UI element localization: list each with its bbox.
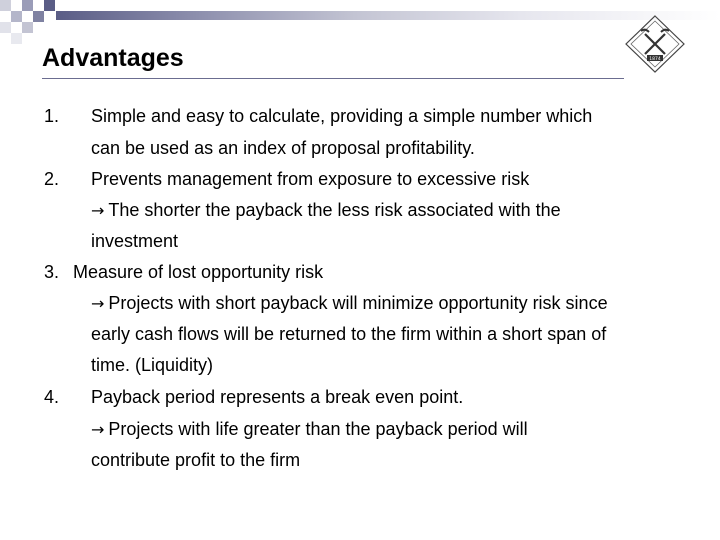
list-item-number: 2. [44,169,60,189]
page-title: Advantages [42,44,184,72]
corner-squares-decoration [0,0,70,44]
arrow-right-icon: → [91,294,105,313]
header-gradient-bar [56,11,720,20]
sub-point-text: Projects with life greater than the payback period will [108,419,528,439]
list-item-text: Prevents management from exposure to excessive risk [91,169,530,189]
sub-point-text: contribute profit to the firm [91,450,301,470]
sub-point-text: early cash flows will be returned to the firm within a short span of [91,324,607,344]
sub-point-line [91,418,528,441]
arrow-right-icon: → [91,420,105,439]
title-underline-divider [42,78,624,79]
sub-point-text: The shorter the payback the less risk associated with the [108,200,561,220]
arrow-right-icon: → [91,201,105,220]
list-item-text: Simple and easy to calculate, providing a simple number which [91,106,593,126]
sub-point-text: time. (Liquidity) [91,355,214,375]
institution-seal-logo [622,14,688,74]
seal-year-text: 1874 [649,57,661,62]
list-item-number: 3. [44,262,60,282]
list-item-text: Measure of lost opportunity risk [73,262,324,282]
list-item-text: Payback period represents a break even point. [91,387,464,407]
sub-point-text: investment [91,231,179,251]
list-item-text: can be used as an index of proposal profitability. [91,138,475,158]
sub-point-line [91,199,561,222]
sub-point-text: Projects with short payback will minimize opportunity risk since [108,293,608,313]
list-item-number: 4. [44,387,60,407]
sub-point-line [91,292,608,315]
list-item-number: 1. [44,106,60,126]
